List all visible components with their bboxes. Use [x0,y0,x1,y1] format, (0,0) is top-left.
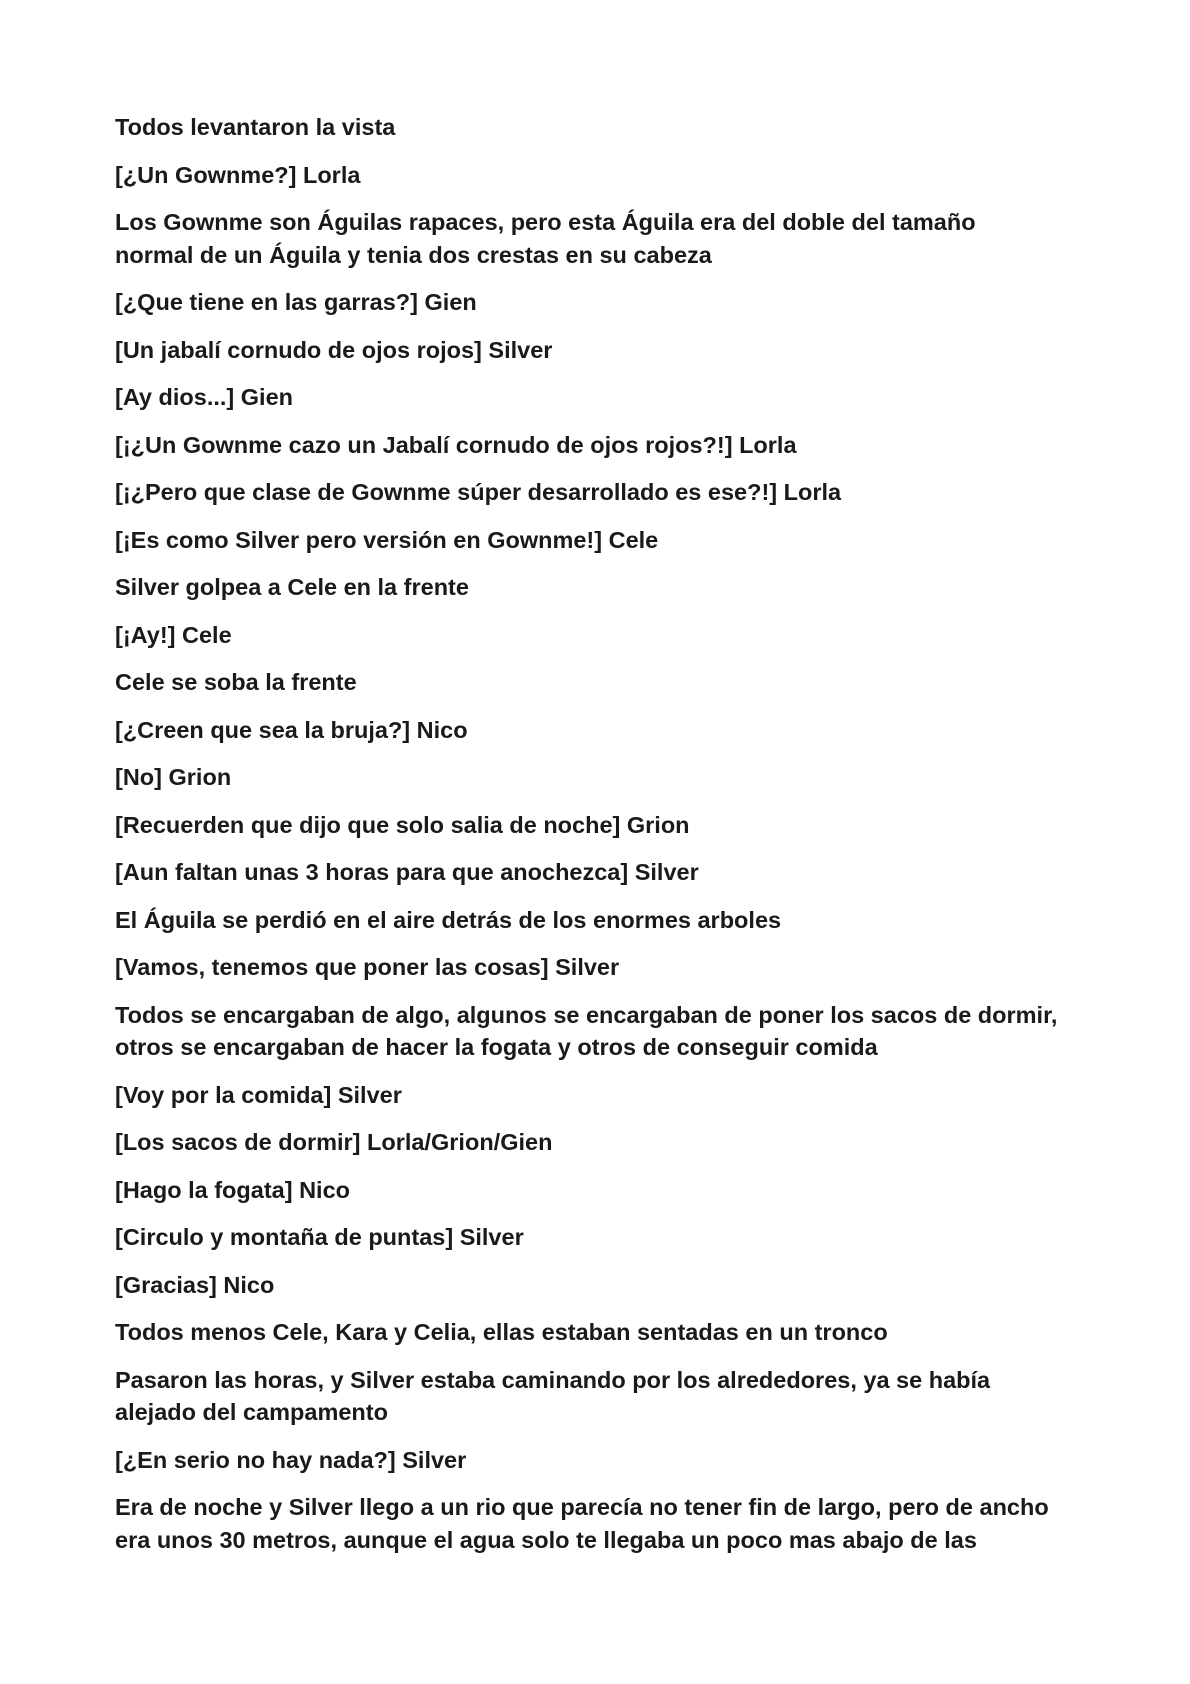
paragraph: [Aun faltan unas 3 horas para que anochezca] Silver [115,859,699,885]
paragraph: [Circulo y montaña de puntas] Silver [115,1224,524,1250]
paragraph: Todos se encargaban de algo, algunos se encargaban de poner los sacos de dormir, otros se encargaban de hacer la fogata y otros de conseguir comida [115,1001,1058,1060]
paragraph: El Águila se perdió en el aire detrás de los enormes arboles [115,906,782,933]
paragraph: Los Gownme son Águilas rapaces, pero esta Águila era del doble del tamaño normal de un Águila y tenia dos crestas en su cabeza [115,209,976,268]
paragraph: [¿Que tiene en las garras?] Gien [115,289,477,315]
paragraph: Silver golpea a Cele en la frente [115,574,469,600]
paragraph: [Los sacos de dormir] Lorla/Grion/Gien [115,1129,553,1155]
paragraph: Todos menos Cele, Kara y Celia, ellas estaban sentadas en un tronco [115,1319,888,1345]
paragraph: [Ay dios...] Gien [115,384,294,410]
paragraph: [¿En serio no hay nada?] Silver [115,1446,467,1473]
paragraph: [Recuerden que dijo que solo salia de noche] Grion [115,811,690,838]
paragraph: Era de noche y Silver llego a un rio que parecía no tener fin de largo, pero de ancho era unos 30 metros, aunque el agua solo te llegaba un poco mas abajo de las [115,1494,1049,1553]
paragraph: [Un jabalí cornudo de ojos rojos] Silver [115,336,553,363]
paragraph: Pasaron las horas, y Silver estaba caminando por los alrededores, ya se había alejado del campamento [115,1366,991,1425]
paragraph: [¿Creen que sea la bruja?] Nico [115,716,468,743]
paragraph: [¡Ay!] Cele [115,621,232,648]
paragraph: [¿Un Gownme?] Lorla [115,161,361,188]
document-body [115,111,1105,1571]
paragraph: [¡¿Pero que clase de Gownme súper desarrollado es ese?!] Lorla [115,479,842,505]
paragraph: [No] Grion [115,764,232,790]
paragraph: [¡¿Un Gownme cazo un Jabalí cornudo de ojos rojos?!] Lorla [115,431,797,458]
paragraph: [Voy por la comida] Silver [115,1081,402,1108]
paragraph: [Gracias] Nico [115,1271,275,1298]
paragraph: Todos levantaron la vista [115,114,396,140]
paragraph: [¡Es como Silver pero versión en Gownme!] Cele [115,526,659,553]
paragraph: [Vamos, tenemos que poner las cosas] Silver [115,954,620,980]
paragraph: Cele se soba la frente [115,669,357,695]
paragraph: [Hago la fogata] Nico [115,1176,351,1203]
